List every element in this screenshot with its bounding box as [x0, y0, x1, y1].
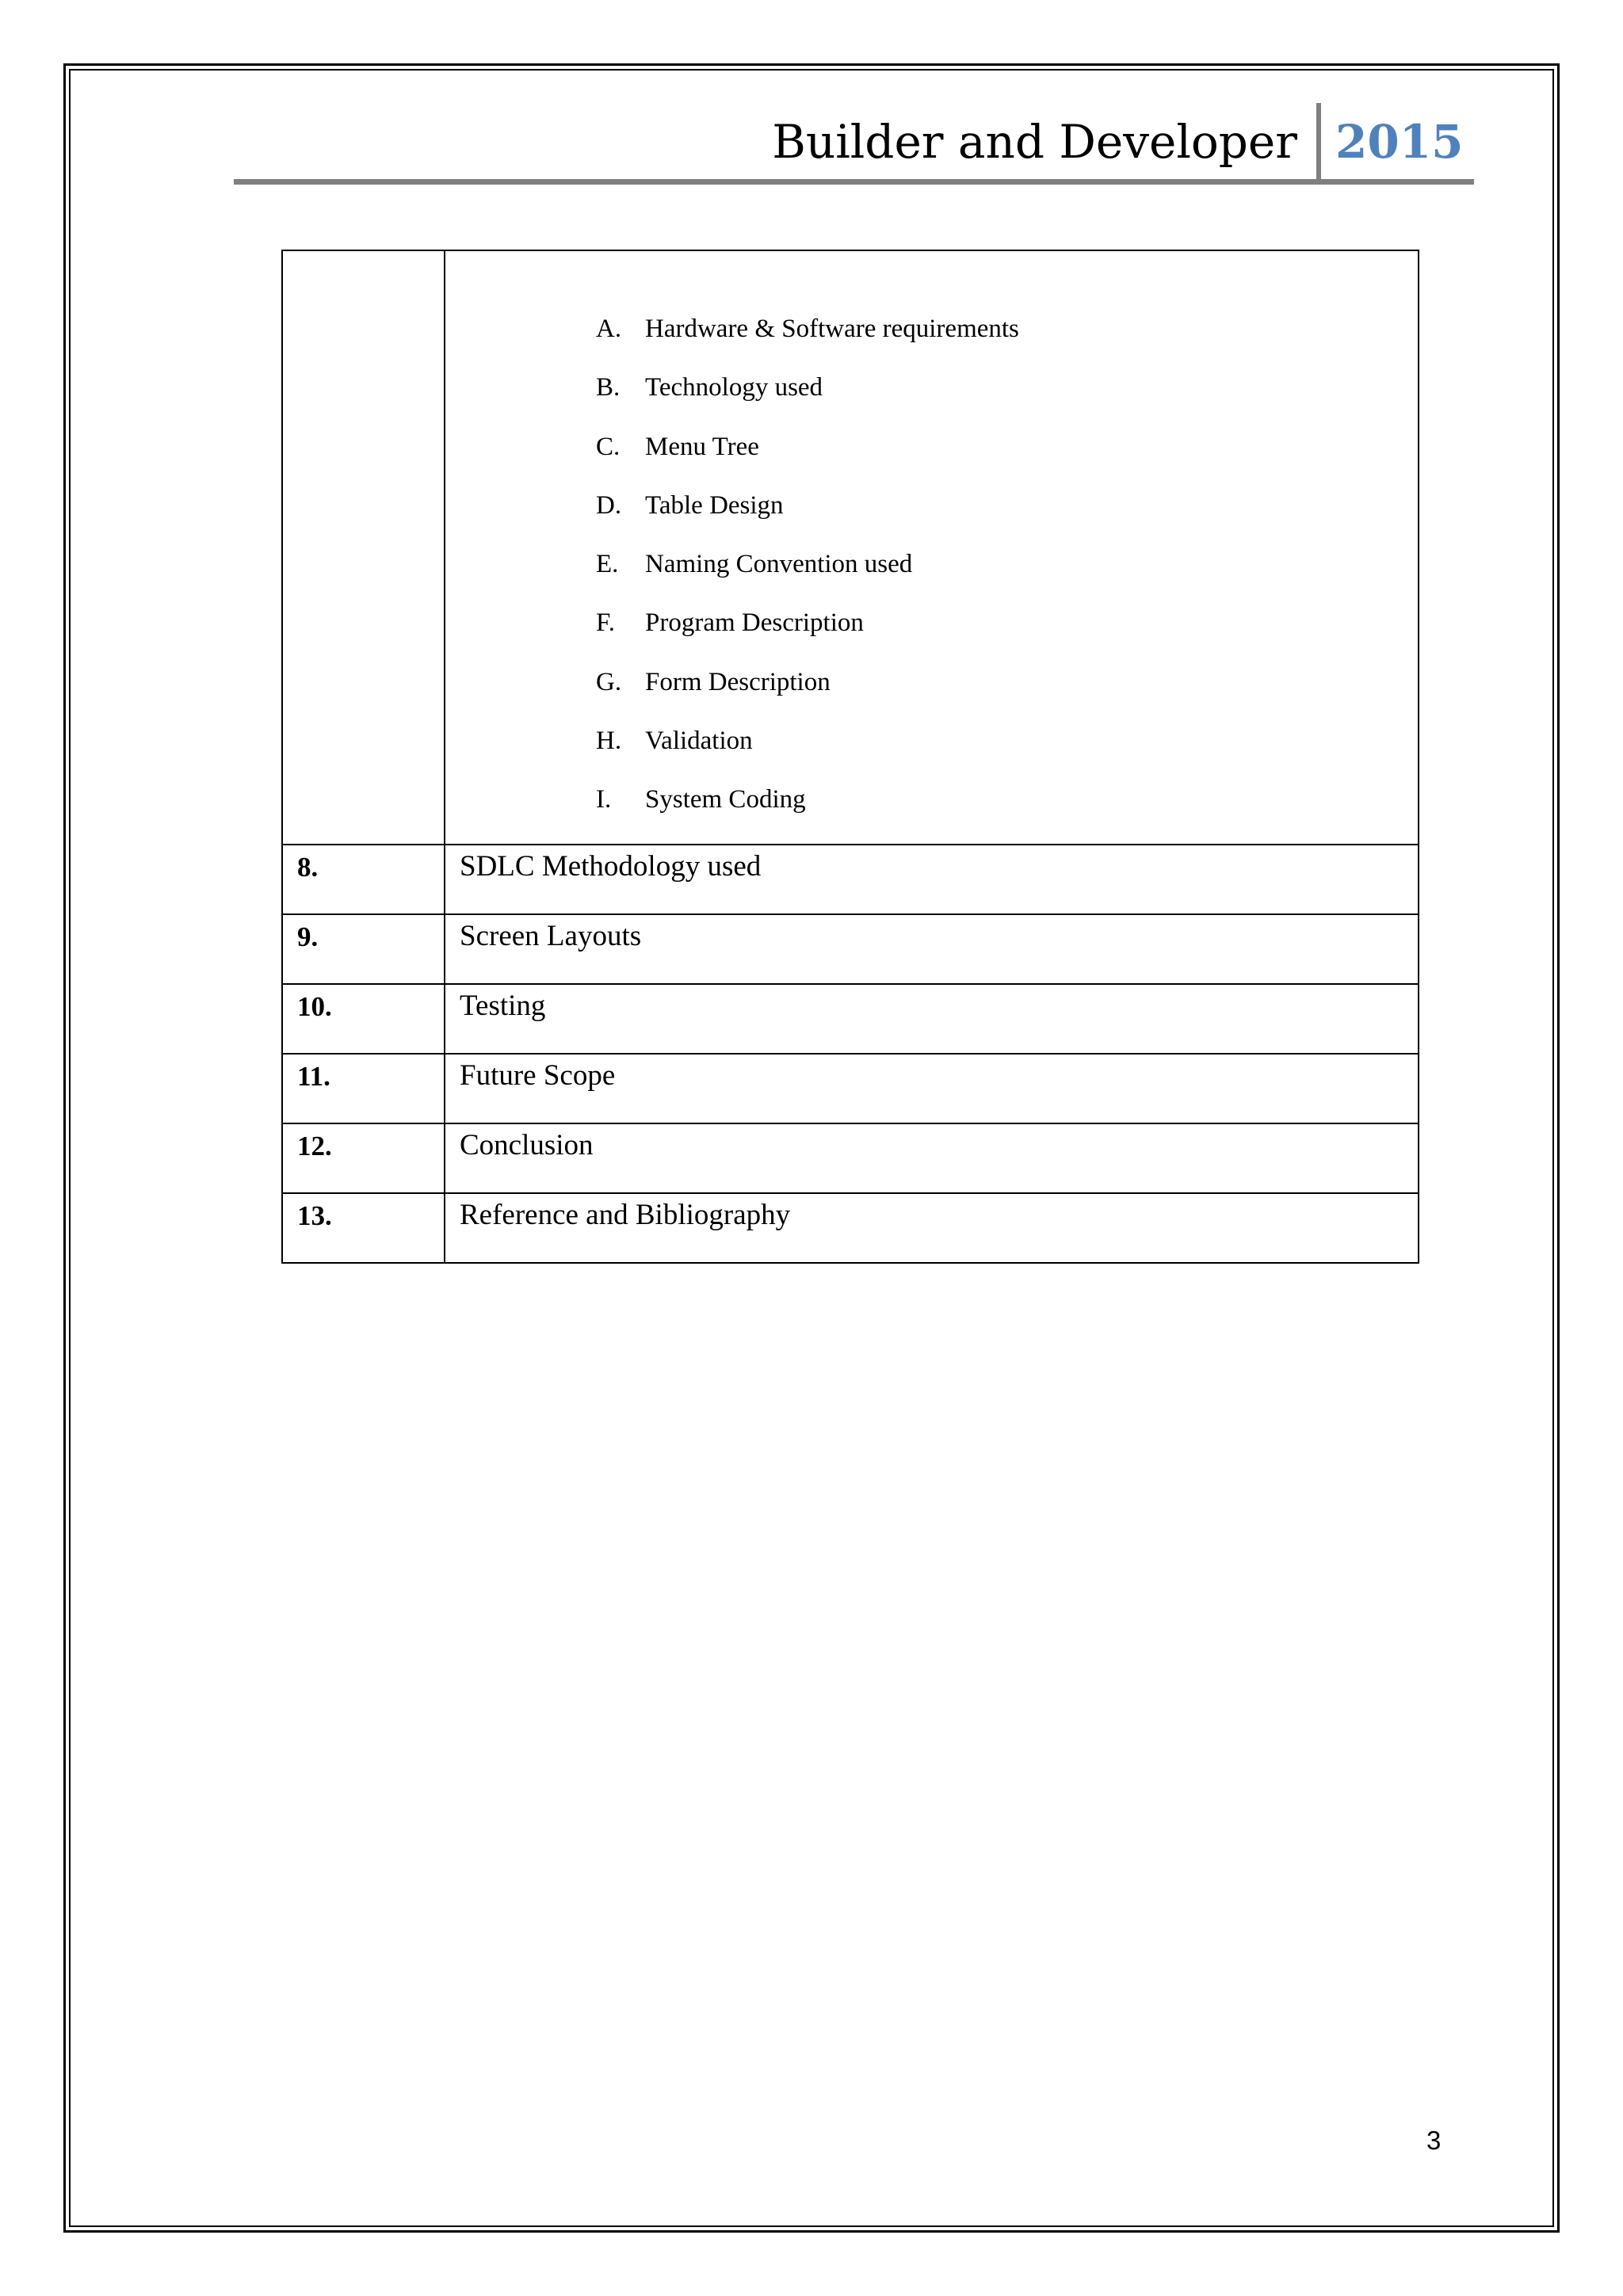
toc-row: [282, 914, 1419, 984]
toc-sub-letter: I.: [596, 785, 612, 814]
toc-row-title: Reference and Bibliography: [445, 1193, 1419, 1263]
toc-row-title: Future Scope: [445, 1054, 1419, 1123]
toc-subsection-cell: [445, 250, 1419, 845]
toc-row: [282, 1123, 1419, 1193]
toc-sub-letter: A.: [596, 315, 622, 343]
toc-row-title: Testing: [445, 984, 1419, 1054]
page-header: [234, 99, 1474, 186]
toc-table: [281, 250, 1419, 1264]
toc-row: [282, 1193, 1419, 1263]
header-year: 2015: [1335, 115, 1464, 169]
toc-sub-letter: G.: [596, 667, 622, 696]
toc-sub-label: Technology used: [645, 373, 823, 402]
toc-sub-item: [596, 431, 1019, 490]
toc-sub-label: Validation: [645, 727, 753, 756]
toc-row: [282, 984, 1419, 1054]
toc-number-cell: [282, 250, 445, 845]
toc-subsection-row: [282, 250, 1419, 845]
toc-sub-item: [596, 725, 1019, 784]
toc-sub-label: Form Description: [645, 667, 831, 696]
toc-sub-item: [596, 490, 1019, 548]
toc-sub-label: Menu Tree: [645, 432, 759, 461]
header-rule: [234, 179, 1474, 185]
toc-sub-letter: D.: [596, 490, 622, 520]
toc-row-number: 10.: [282, 984, 445, 1054]
toc-sub-letter: H.: [596, 727, 622, 756]
toc-row-number: 8.: [282, 845, 445, 914]
toc-row: [282, 1054, 1419, 1123]
toc-sub-item: [596, 666, 1019, 725]
toc-sub-item: [596, 372, 1019, 430]
toc-sub-letter: F.: [596, 608, 615, 638]
toc-sub-label: Table Design: [645, 490, 784, 520]
toc-sub-list: [596, 313, 1019, 843]
toc-row: [282, 845, 1419, 914]
toc-sub-label: Hardware & Software requirements: [645, 315, 1019, 343]
toc-sub-item: [596, 313, 1019, 372]
header-title: Builder and Developer: [772, 115, 1297, 169]
toc-sub-letter: C.: [596, 432, 621, 461]
toc-sub-item: [596, 607, 1019, 666]
toc-sub-item: [596, 548, 1019, 607]
toc-row-number: 9.: [282, 914, 445, 984]
toc-sub-letter: B.: [596, 373, 621, 402]
toc-row-title: Screen Layouts: [445, 914, 1419, 984]
toc-sub-item: [596, 784, 1019, 842]
toc-sub-letter: E.: [596, 550, 619, 579]
toc-sub-label: System Coding: [645, 785, 806, 814]
page-number: 3: [1426, 2126, 1442, 2155]
toc-sub-label: Program Description: [645, 608, 864, 638]
header-divider: [1316, 103, 1321, 185]
toc-row-number: 11.: [282, 1054, 445, 1123]
toc-row-number: 13.: [282, 1193, 445, 1263]
toc-row-title: Conclusion: [445, 1123, 1419, 1193]
toc-sub-label: Naming Convention used: [645, 550, 913, 579]
toc-row-title: SDLC Methodology used: [445, 845, 1419, 914]
toc-row-number: 12.: [282, 1123, 445, 1193]
